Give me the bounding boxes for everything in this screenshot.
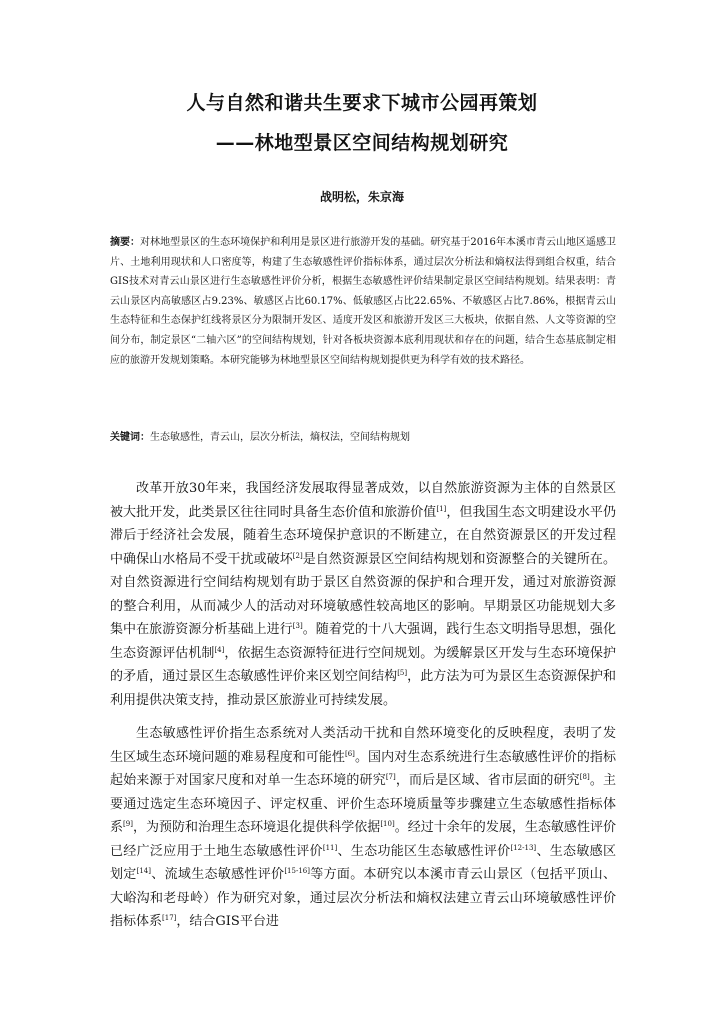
citation-ref: [5] [397,669,408,677]
author-list: 战明松，朱京海 [319,190,404,204]
text-span: 、流域生态敏感性评价 [150,867,285,882]
citation-ref: [10] [380,820,395,828]
citation-ref: [4] [214,645,225,654]
keywords-text: 生态敏感性，青云山，层次分析法，熵权法，空间结构规划 [150,432,410,443]
citation-ref: [3] [292,622,303,630]
paper-title: 人与自然和谐共生要求下城市公园再策划 [186,92,538,114]
text-span: 。主要通过选定生态环境因子、评定权重、评价生态环境质量等步骤建立生态敏感性指标体系 [110,773,616,835]
text-span: 。随着党的十八大强调，践行生态文明指导思想，强化生态资源评估机制 [110,622,616,661]
text-span: ，但我国生态文明建设水平仍滞后于经济社会发展，随着生态环境保护意识的不断建立，在自然资源景区的开发过程中确保山水格局不受干扰或破坏 [110,504,616,567]
keywords [110,429,616,447]
citation-ref: [7] [385,773,396,781]
body-paragraph-1 [110,477,616,712]
citation-ref: [15-16] [284,867,310,875]
citation-ref: [6] [344,749,355,758]
abstract-text: 对林地型景区的生态环境保护和利用是景区进行旅游开发的基础。研究基于2016年本溪市青云山地区遥感卫片、土地利用现状和人口密度等，构建了生态敏感性评价指标体系，通过层次分析法和熵权法得到组合权重，结合GIS技术对青云山景区进行生态敏感性评价分析，根据生态敏感性评价结果制定景区空间结构规划。结果表明：青云山景区内高敏感区占9.23%、敏感区占比60.17%、低敏感区占比22.65%、不敏感区占比7.86%，根据青云山生态特征和生态保护红线将景区分为限制开发区、适度开发区和旅游开发区三大板块，依据自然、人文等资源的空间分布，制定景区“二轴六区”的空间结构规划，针对各板块资源本底利用现状和存在的问题，结合生态基底制定相应的旅游开发规划策略。本研究能够为林地型景区空间结构规划提供更为科学有效的技术路径。 [110,237,617,366]
text-span: ，依据生态资源特征进行空间规划。为缓解景区开发与生态环境保护的矛盾，通过景区生态敏感性评价来区划空间结构 [110,645,616,684]
citation-ref: [14] [136,867,151,875]
text-span: 、生态敏感区划定 [110,843,616,882]
text-span: ，结合GIS平台进 [176,914,279,929]
keywords-label: 关键词： [110,432,150,443]
abstract-label: 摘要： [110,237,141,248]
paper-subtitle: ——林地型景区空间结构规划研究 [215,132,509,154]
text-span: 等方面。本研究以本溪市青云山景区（包括平顶山、大峪沟和老母岭）作为研究对象，通过层次分析法和熵权法建立青云山环境敏感性评价指标体系 [110,867,616,929]
text-span: ，而后是区域、省市层面的研究 [395,773,580,788]
citation-ref: [8] [579,773,590,781]
text-span: 是自然资源景区空间结构规划和资源整合的关键所在。对自然资源进行空间结构规划有助于景区自然资源的保护和合理开发，通过对旅游资源的整合利用，从而减少人的活动对环境敏感性较高地区的影响。早期景区功能规划大多集中在旅游资源分析基础上进行 [110,551,616,637]
abstract [110,233,616,370]
body-paragraph-2 [110,722,616,934]
text-span: 改革开放30年来，我国经济发展取得显著成效，以自然旅游资源为主体的自然景区被大批开发，此类景区往往同时具备生态价值和旅游价值 [110,481,616,520]
citation-ref: [11] [322,843,338,852]
citation-ref: [1] [436,504,447,513]
citation-ref: [17] [162,914,177,922]
text-span: 。经过十余年的发展，生态敏感性评价已经广泛应用于土地生态敏感性评价 [110,820,616,859]
citation-ref: [12-13] [510,843,537,852]
text-span: ，此方法为可为景区生态资源保护和利用提供决策支持，推动景区旅游业可持续发展。 [110,669,616,708]
citation-ref: [2] [292,551,303,560]
text-span: ，为预防和治理生态环境退化提供科学依据 [132,820,381,835]
text-span: 生态敏感性评价指生态系统对人类活动干扰和自然环境变化的反映程度，表明了发生区域生态环境问题的难易程度和可能性 [110,726,616,765]
citation-ref: [9] [123,820,133,828]
text-span: 。国内对生态系统进行生态敏感性评价的指标起始来源于对国家尺度和对单一生态环境的研究 [110,749,616,788]
text-span: 、生态功能区生态敏感性评价 [337,843,511,859]
